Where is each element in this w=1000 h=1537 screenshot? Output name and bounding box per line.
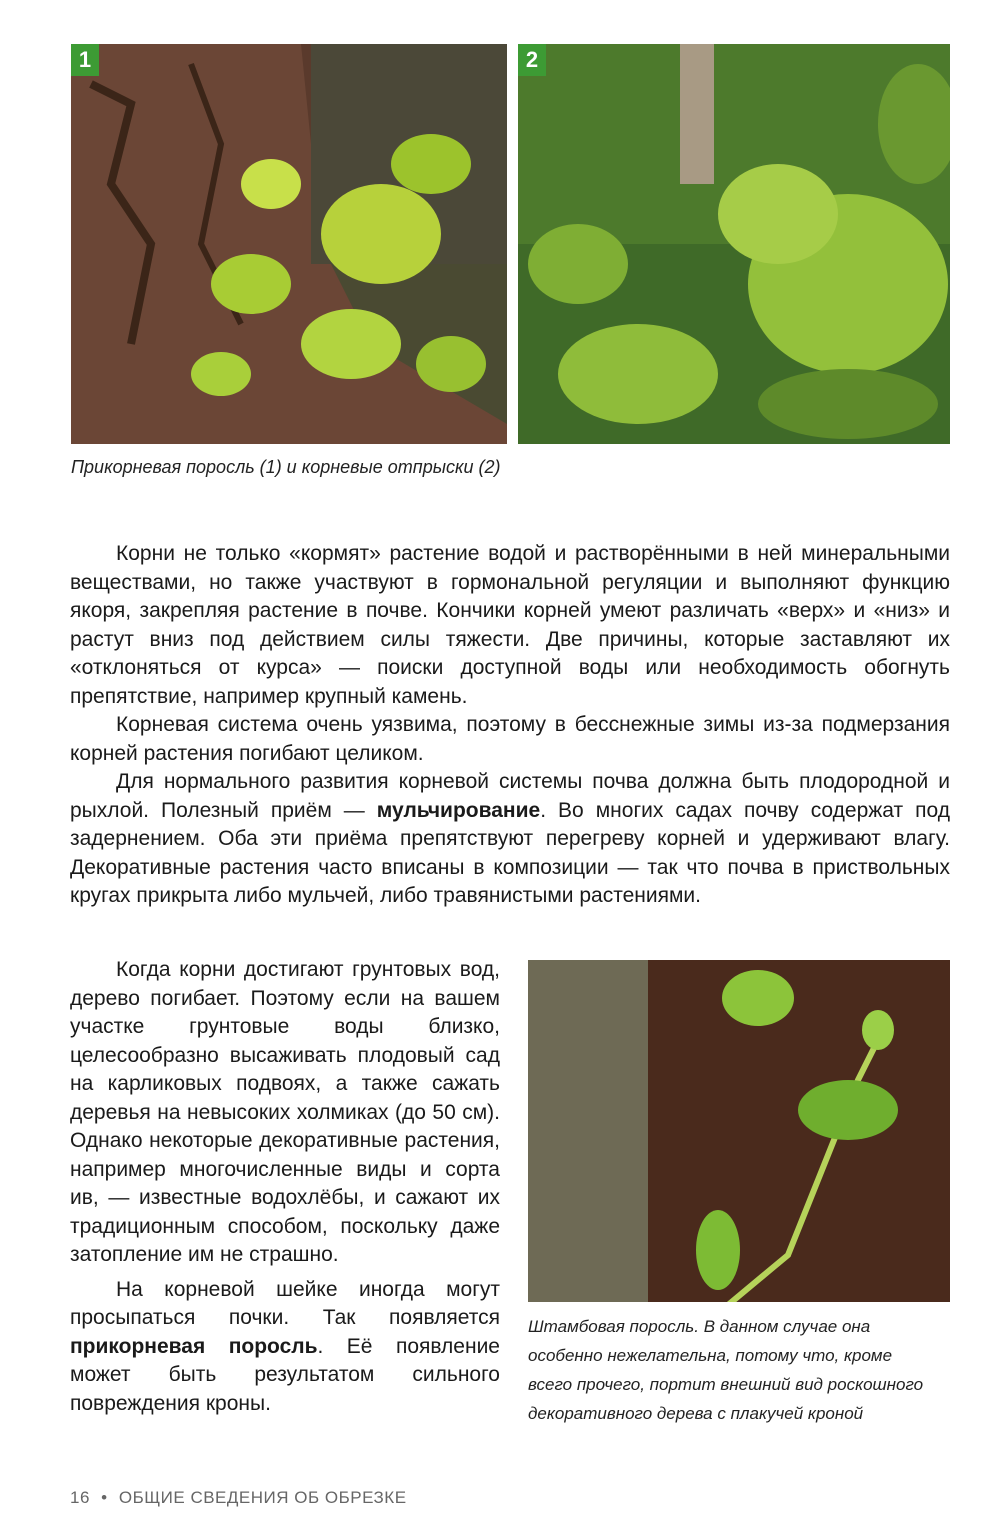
photo-trunk-shoot-image <box>528 960 950 1302</box>
term-mulching: мульчирование <box>376 798 541 822</box>
main-text-block <box>70 540 950 911</box>
page-footer <box>70 1488 407 1508</box>
top-photos-caption: Прикорневая поросль (1) и корневые отпрыски (2) <box>71 457 501 477</box>
footer-separator: • <box>101 1488 108 1507</box>
paragraph-groundwater: Когда корни достигают грунтовых вод, дерево погибает. Поэтому если на вашем участке грунтовые воды близко, целесообразно высаживать плодовый сад на карликовых подвоях, а также сажать деревья на невысоких холмиках (до 50 см). Однако некоторые декоративные растения, например многочисленные виды и сорта ив, — известные водохлёбы, и сажают их традиционным способом, поскольку даже затопление им не страшно. <box>70 958 500 1266</box>
photo-2-badge: 2 <box>518 44 546 76</box>
paragraph-soil-text-end: . Во многих садах почву содержат под задернением. Оба эти приёма препятствуют перегреву корней и удерживают влагу. Декоративные растения часто вписаны в композиции — так что почва в приствольных кругах прикрыта либо мульчей, либо травянистыми растениями. <box>70 798 950 907</box>
paragraph-collar-text-end: . Её появление может быть результатом сильного повреждения кроны. <box>70 1334 500 1415</box>
paragraph-soil-text-start: Для нормального развития корневой системы почва должна быть плодородной и рыхлой. Полезный приём — <box>70 770 950 822</box>
photo-trunk-shoot <box>528 960 950 1302</box>
section-title: ОБЩИЕ СВЕДЕНИЯ ОБ ОБРЕЗКЕ <box>118 1488 407 1507</box>
photo-1-badge: 1 <box>71 44 99 76</box>
photo-root-shoots-image <box>518 44 950 444</box>
paragraph-soil-mulching <box>70 768 950 911</box>
page-number: 16 <box>70 1488 90 1507</box>
photo-root-suckers <box>71 44 507 444</box>
paragraph-root-collar <box>70 1276 500 1419</box>
left-column-text <box>70 956 500 1418</box>
paragraph-roots-function: Корни не только «кормят» растение водой и растворёнными в ней минеральными веществами, но также участвуют в гормональной регуляции и выполняют функцию якоря, закрепляя растение в почве. Кончики корней умеют различать «верх» и «низ» и растут вниз под действием силы тяжести. Две причины, которые заставляют их «отклоняться от курса» — поиски доступной воды или необходимость обогнуть препятствие, например крупный камень. <box>70 542 950 708</box>
photo-root-suckers-image <box>71 44 507 444</box>
term-root-suckers: прикорневая поросль <box>70 1334 318 1358</box>
photo-root-shoots <box>518 44 950 444</box>
paragraph-collar-text-start: На корневой шейке иногда могут просыпаться почки. Так появляется <box>70 1277 500 1329</box>
trunk-shoot-caption: Штамбовая поросль. В данном случае она особенно нежелательна, потому что, кроме всего прочего, портит внешний вид роскошного декоративного дерева с плакучей кроной <box>528 1317 924 1423</box>
paragraph-root-vulnerability: Корневая система очень уязвима, поэтому в бесснежные зимы из-за подмерзания корней растения погибают целиком. <box>70 713 950 765</box>
